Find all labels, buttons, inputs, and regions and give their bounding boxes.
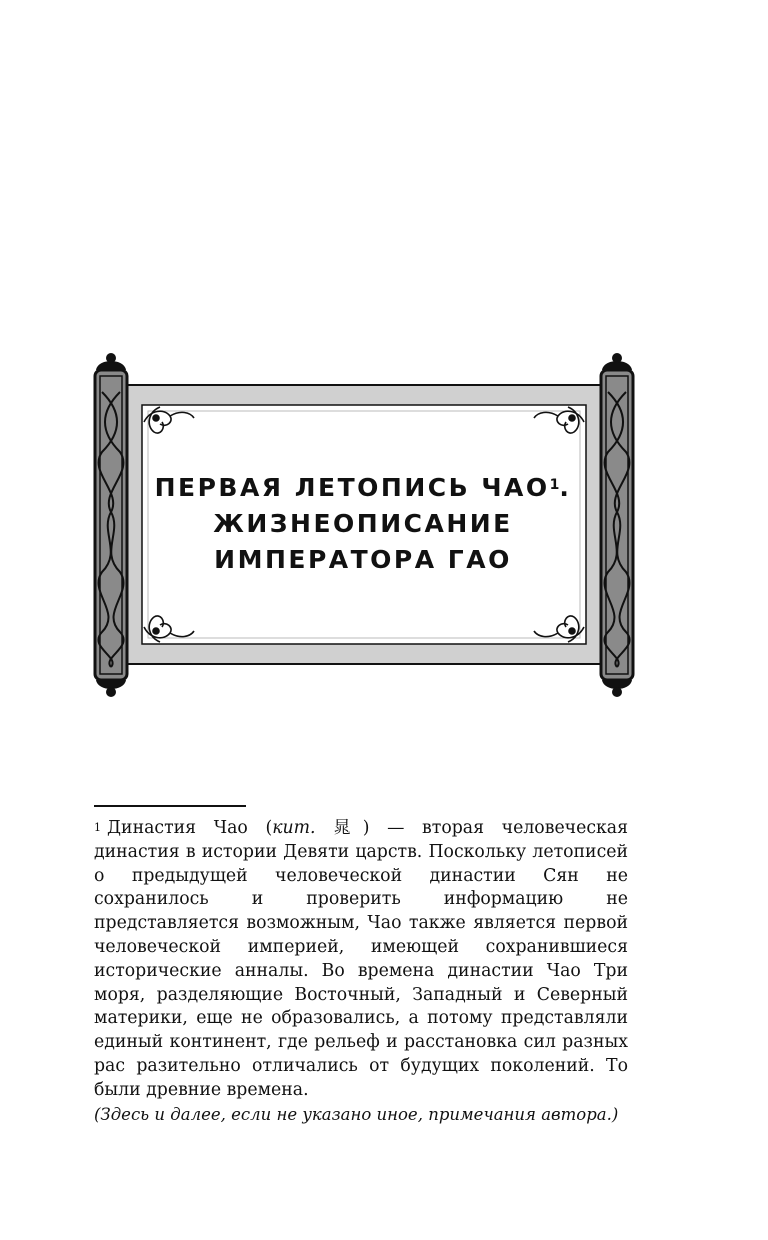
footnote-hanzi: 晁 <box>315 818 363 838</box>
chapter-title <box>150 470 576 578</box>
footnote <box>94 817 628 1126</box>
scroll-rod-left <box>95 353 127 697</box>
footnote-author-note: (Здесь и далее, если не указано иное, примечания автора.) <box>94 1104 619 1124</box>
chapter-title-line-2: ЖИЗНЕОПИСАНИЕ <box>213 509 513 538</box>
chapter-title-line-3: ИМПЕРАТОРА ГАО <box>214 545 512 574</box>
footnote-term: Династия Чао ( <box>107 818 273 838</box>
footnote-text: ) — вторая человеческая династия в истории Девяти царств. Поскольку летописей о предыдущей человеческой династии Сян не сохранилось и проверить информацию не представляется возможным, Чао также является первой человеческой империей, имеющей сохранившиеся исторические анналы. Во времена династии Чао Три моря, разделяющие Восточный, Западный и Северный материки, еще не образовались, а потому представляли единый континент, где рельеф и расстановка сил разных рас разительно отличались от будущих поколений. То были древние времена. <box>94 818 629 1100</box>
chapter-title-line-1: ПЕРВАЯ ЛЕТОПИСЬ ЧАО$^1$. <box>154 473 572 502</box>
scroll-rod-right <box>601 353 633 697</box>
footnote-abbr: кит. <box>272 818 316 838</box>
footnote-marker: 1 <box>94 821 101 834</box>
footnote-separator <box>94 805 246 807</box>
footnote-reference[interactable]: 1 <box>549 477 560 493</box>
